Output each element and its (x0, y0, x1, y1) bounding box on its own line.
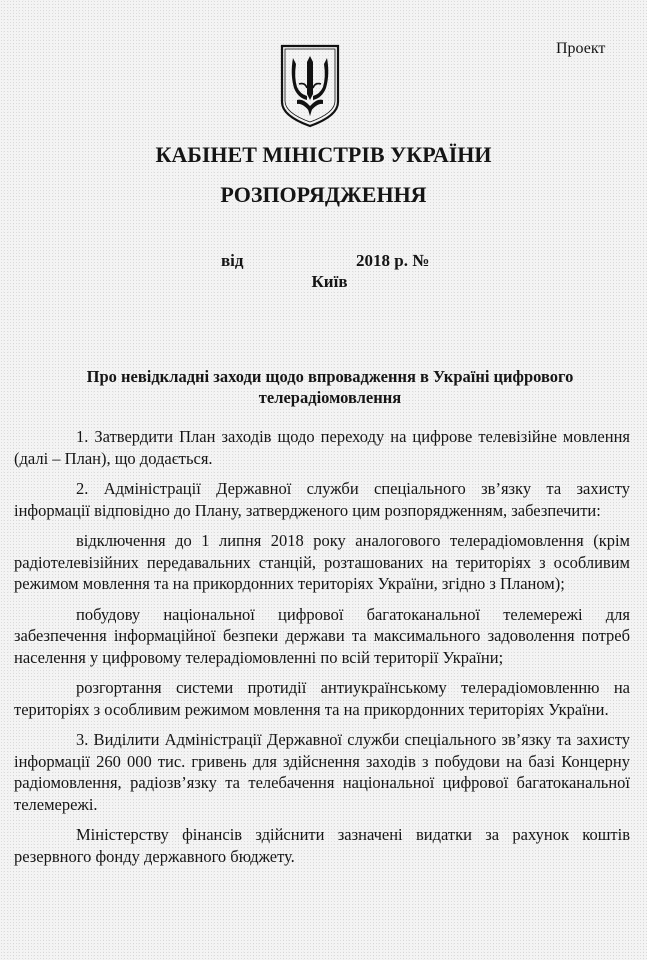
document-type: РОЗПОРЯДЖЕННЯ (220, 182, 427, 207)
paragraph-2-item-1: відключення до 1 липня 2018 року аналогового телерадіомовлення (крім радіотелевізійних передавальних станцій, розташованих на територіях з особливим режимом мовлення та на прикордонних територіях України, згідно з Планом); (14, 531, 630, 593)
issuer-title: КАБІНЕТ МІНІСТРІВ УКРАЇНИ (155, 142, 492, 167)
paragraph-4: Міністерству фінансів здійснити зазначені видатки за рахунок коштів резервного фонду державного бюджету. (14, 825, 630, 866)
document-body (14, 426, 630, 876)
date-year: 2018 р. № (356, 251, 430, 270)
date-prefix: від (221, 251, 244, 270)
trident-emblem-icon (279, 44, 341, 128)
city: Київ (311, 272, 348, 291)
paragraph-2-item-2: побудову національної цифрової багатоканальної телемережі для забезпечення інформаційної безпеки держави та максимального задоволення потреб населення у цифровому телерадіомовленні по всій території України; (14, 604, 630, 667)
draft-label: Проект (556, 40, 606, 57)
document-subject: Про невідкладні заходи щодо впровадження в Україні цифрового телерадіомовлення (86, 367, 574, 407)
paragraph-1: 1. Затвердити План заходів щодо переходу на цифрове телевізійне мовлення (далі – План), що додається. (14, 427, 630, 468)
paragraph-3: 3. Виділити Адміністрації Державної служби спеціального зв’язку та захисту інформації 260 000 тис. гривень для здійснення заходів з побудови на базі Концерну радіомовлення, радіозв’язку та телебачення національної цифрової багатоканальної телемережі. (14, 730, 630, 814)
paragraph-2: 2. Адміністрації Державної служби спеціального зв’язку та захисту інформації відповідно до Плану, затвердженого цим розпорядженням, забезпечити: (14, 479, 630, 520)
paragraph-2-item-3: розгортання системи протидії антиукраїнському телерадіомовленню на територіях з особливим режимом мовлення та на прикордонних територіях України. (14, 678, 630, 719)
